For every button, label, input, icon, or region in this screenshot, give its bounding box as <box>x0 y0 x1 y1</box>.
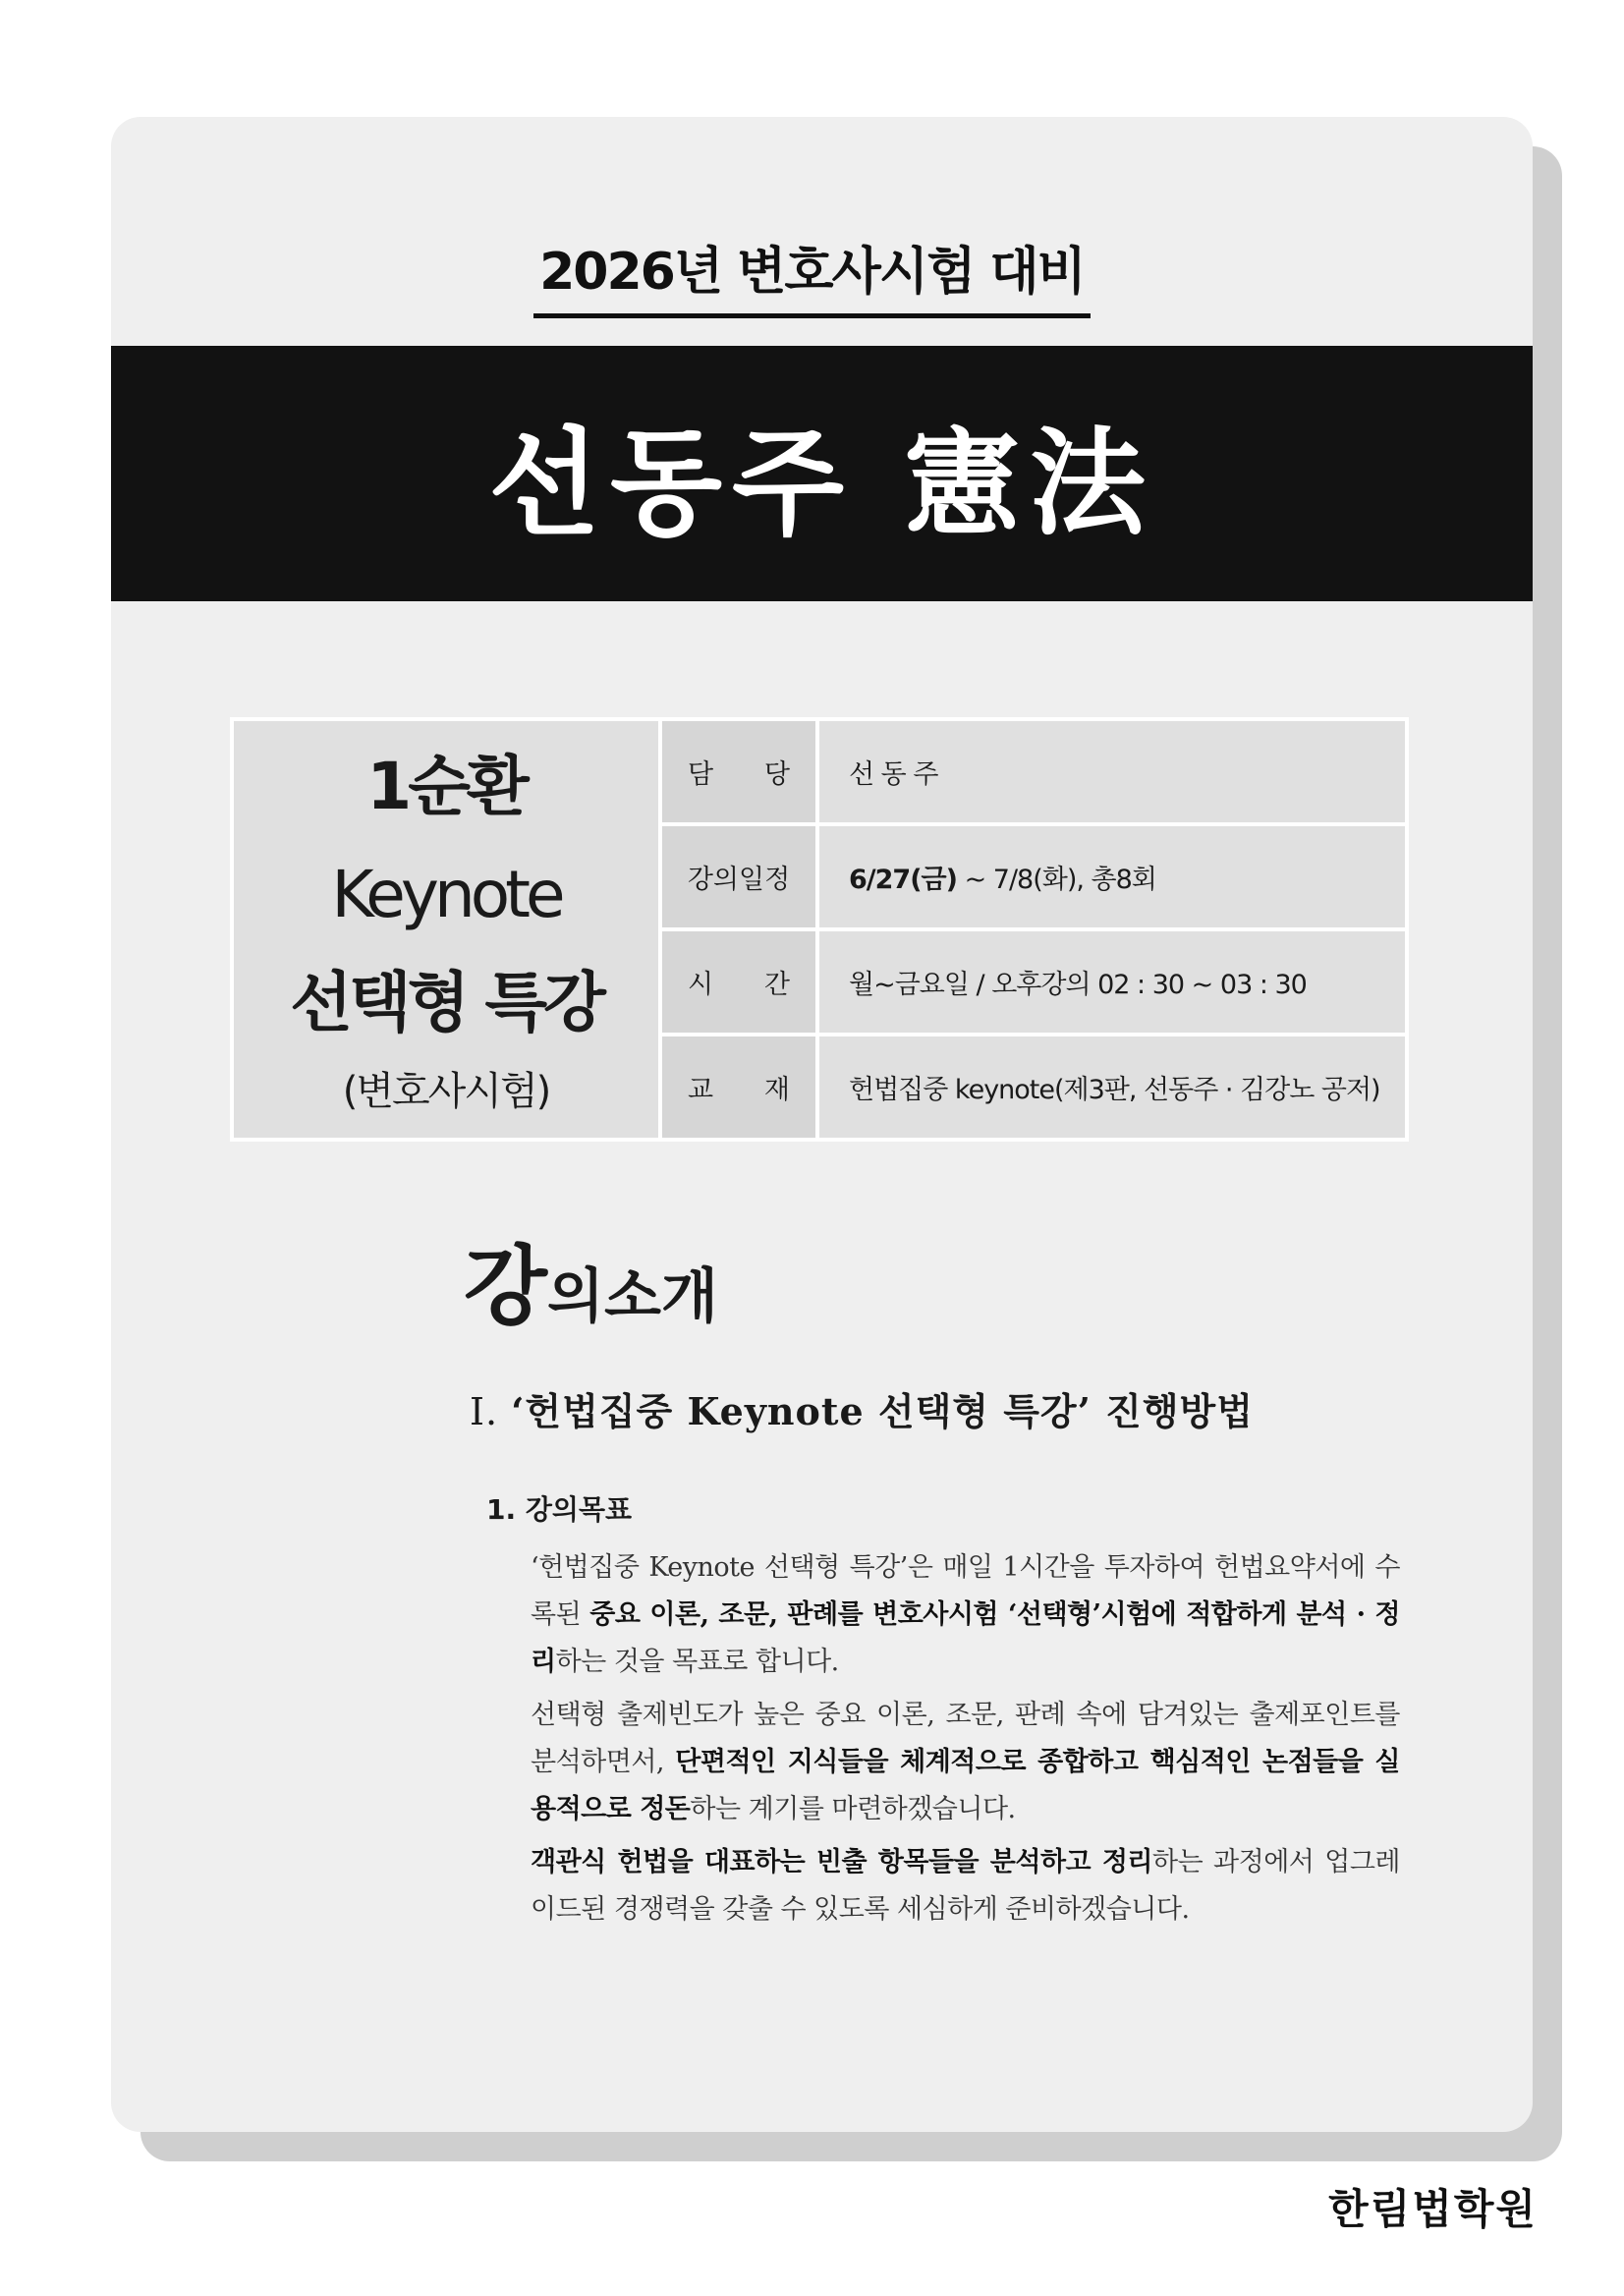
intro-heading-rest: 의소개 <box>547 1262 718 1331</box>
para1-text-a: ‘헌법집중 Keynote 선택형 특강’은 매일 1시간을 투자하여 헌법요약서에 수록된 <box>531 1552 1400 1630</box>
row-schedule-value <box>819 826 1405 927</box>
intro-heading-first: 강 <box>464 1235 548 1337</box>
row-time <box>662 931 1405 1033</box>
key-char: 간 <box>763 970 790 1000</box>
para2-bold: 단편적인 지식들을 체계적으로 종합하고 핵심적인 논점들을 실용적으로 정돈 <box>531 1747 1401 1824</box>
key-char: 당 <box>763 759 790 790</box>
banner-title: 선동주 憲法 <box>487 415 1156 551</box>
key-char: 담 <box>688 759 714 790</box>
row-textbook-key <box>662 1036 815 1138</box>
section-heading-1 <box>470 1381 1254 1435</box>
row-schedule-key: 강의일정 <box>662 826 815 927</box>
course-name-line3: 선택형 특강 <box>290 965 602 1040</box>
course-name-line1: 1순환 <box>366 749 526 824</box>
row-time-value: 월~금요일 / 오후강의 02 : 30 ~ 03 : 30 <box>819 931 1405 1033</box>
key-char: 교 <box>688 1075 714 1105</box>
row-schedule <box>662 826 1405 927</box>
course-name-panel <box>234 721 658 1138</box>
row-textbook-value: 헌법집중 keynote(제3판, 선동주 · 김강노 공저) <box>819 1036 1405 1138</box>
course-info-box <box>230 717 1409 1142</box>
subtitle-text: 2026년 변호사시험 대비 <box>533 230 1091 318</box>
key-char: 시 <box>688 970 714 1000</box>
key-char: 재 <box>763 1075 790 1105</box>
intro-heading <box>464 1218 718 1342</box>
row-instructor-key <box>662 721 815 822</box>
row-textbook <box>662 1036 1405 1138</box>
schedule-start: 6/27(금) <box>849 865 957 895</box>
course-name-line2: Keynote <box>331 857 561 932</box>
subsection-heading-1: 1. 강의목표 <box>486 1493 633 1526</box>
row-instructor-value: 선 동 주 <box>819 721 1405 822</box>
para1-text-c: 하는 것을 목표로 합니다. <box>555 1647 839 1677</box>
section-title-tail: 진행방법 <box>1091 1389 1254 1433</box>
section-number: Ⅰ. <box>470 1390 499 1433</box>
schedule-rest: ~ 7/8(화), 총8회 <box>956 865 1156 895</box>
academy-logo: 한림법학원 <box>1328 2185 1538 2233</box>
paragraph-3 <box>531 1839 1400 1933</box>
para3-text-b: 하는 과정에서 업그레이드된 경쟁력을 갖출 수 있도록 세심하게 준비하겠습니다. <box>531 1847 1401 1925</box>
paragraph-2 <box>531 1692 1400 1833</box>
para1-bold: 중요 이론, 조문, 판례를 변호사시험 ‘선택형’시험에 적합하게 분석 · 정리 <box>531 1599 1401 1677</box>
title-banner <box>111 346 1533 601</box>
course-name-line4: (변호사시험) <box>342 1069 550 1114</box>
paragraph-1 <box>531 1544 1400 1686</box>
exam-subtitle <box>0 230 1624 318</box>
row-instructor <box>662 721 1405 822</box>
section-title: ‘헌법집중 Keynote 선택형 특강’ <box>511 1389 1092 1433</box>
para2-text-a: 선택형 출제빈도가 높은 중요 이론, 조문, 판례 속에 담겨있는 출제포인트를 분석하면서, <box>531 1700 1400 1777</box>
para3-bold: 객관식 헌법을 대표하는 빈출 항목들을 분석하고 정리 <box>531 1847 1152 1877</box>
row-time-key <box>662 931 815 1033</box>
course-info-rows <box>662 721 1405 1138</box>
para2-text-c: 하는 계기를 마련하겠습니다. <box>690 1794 1016 1824</box>
